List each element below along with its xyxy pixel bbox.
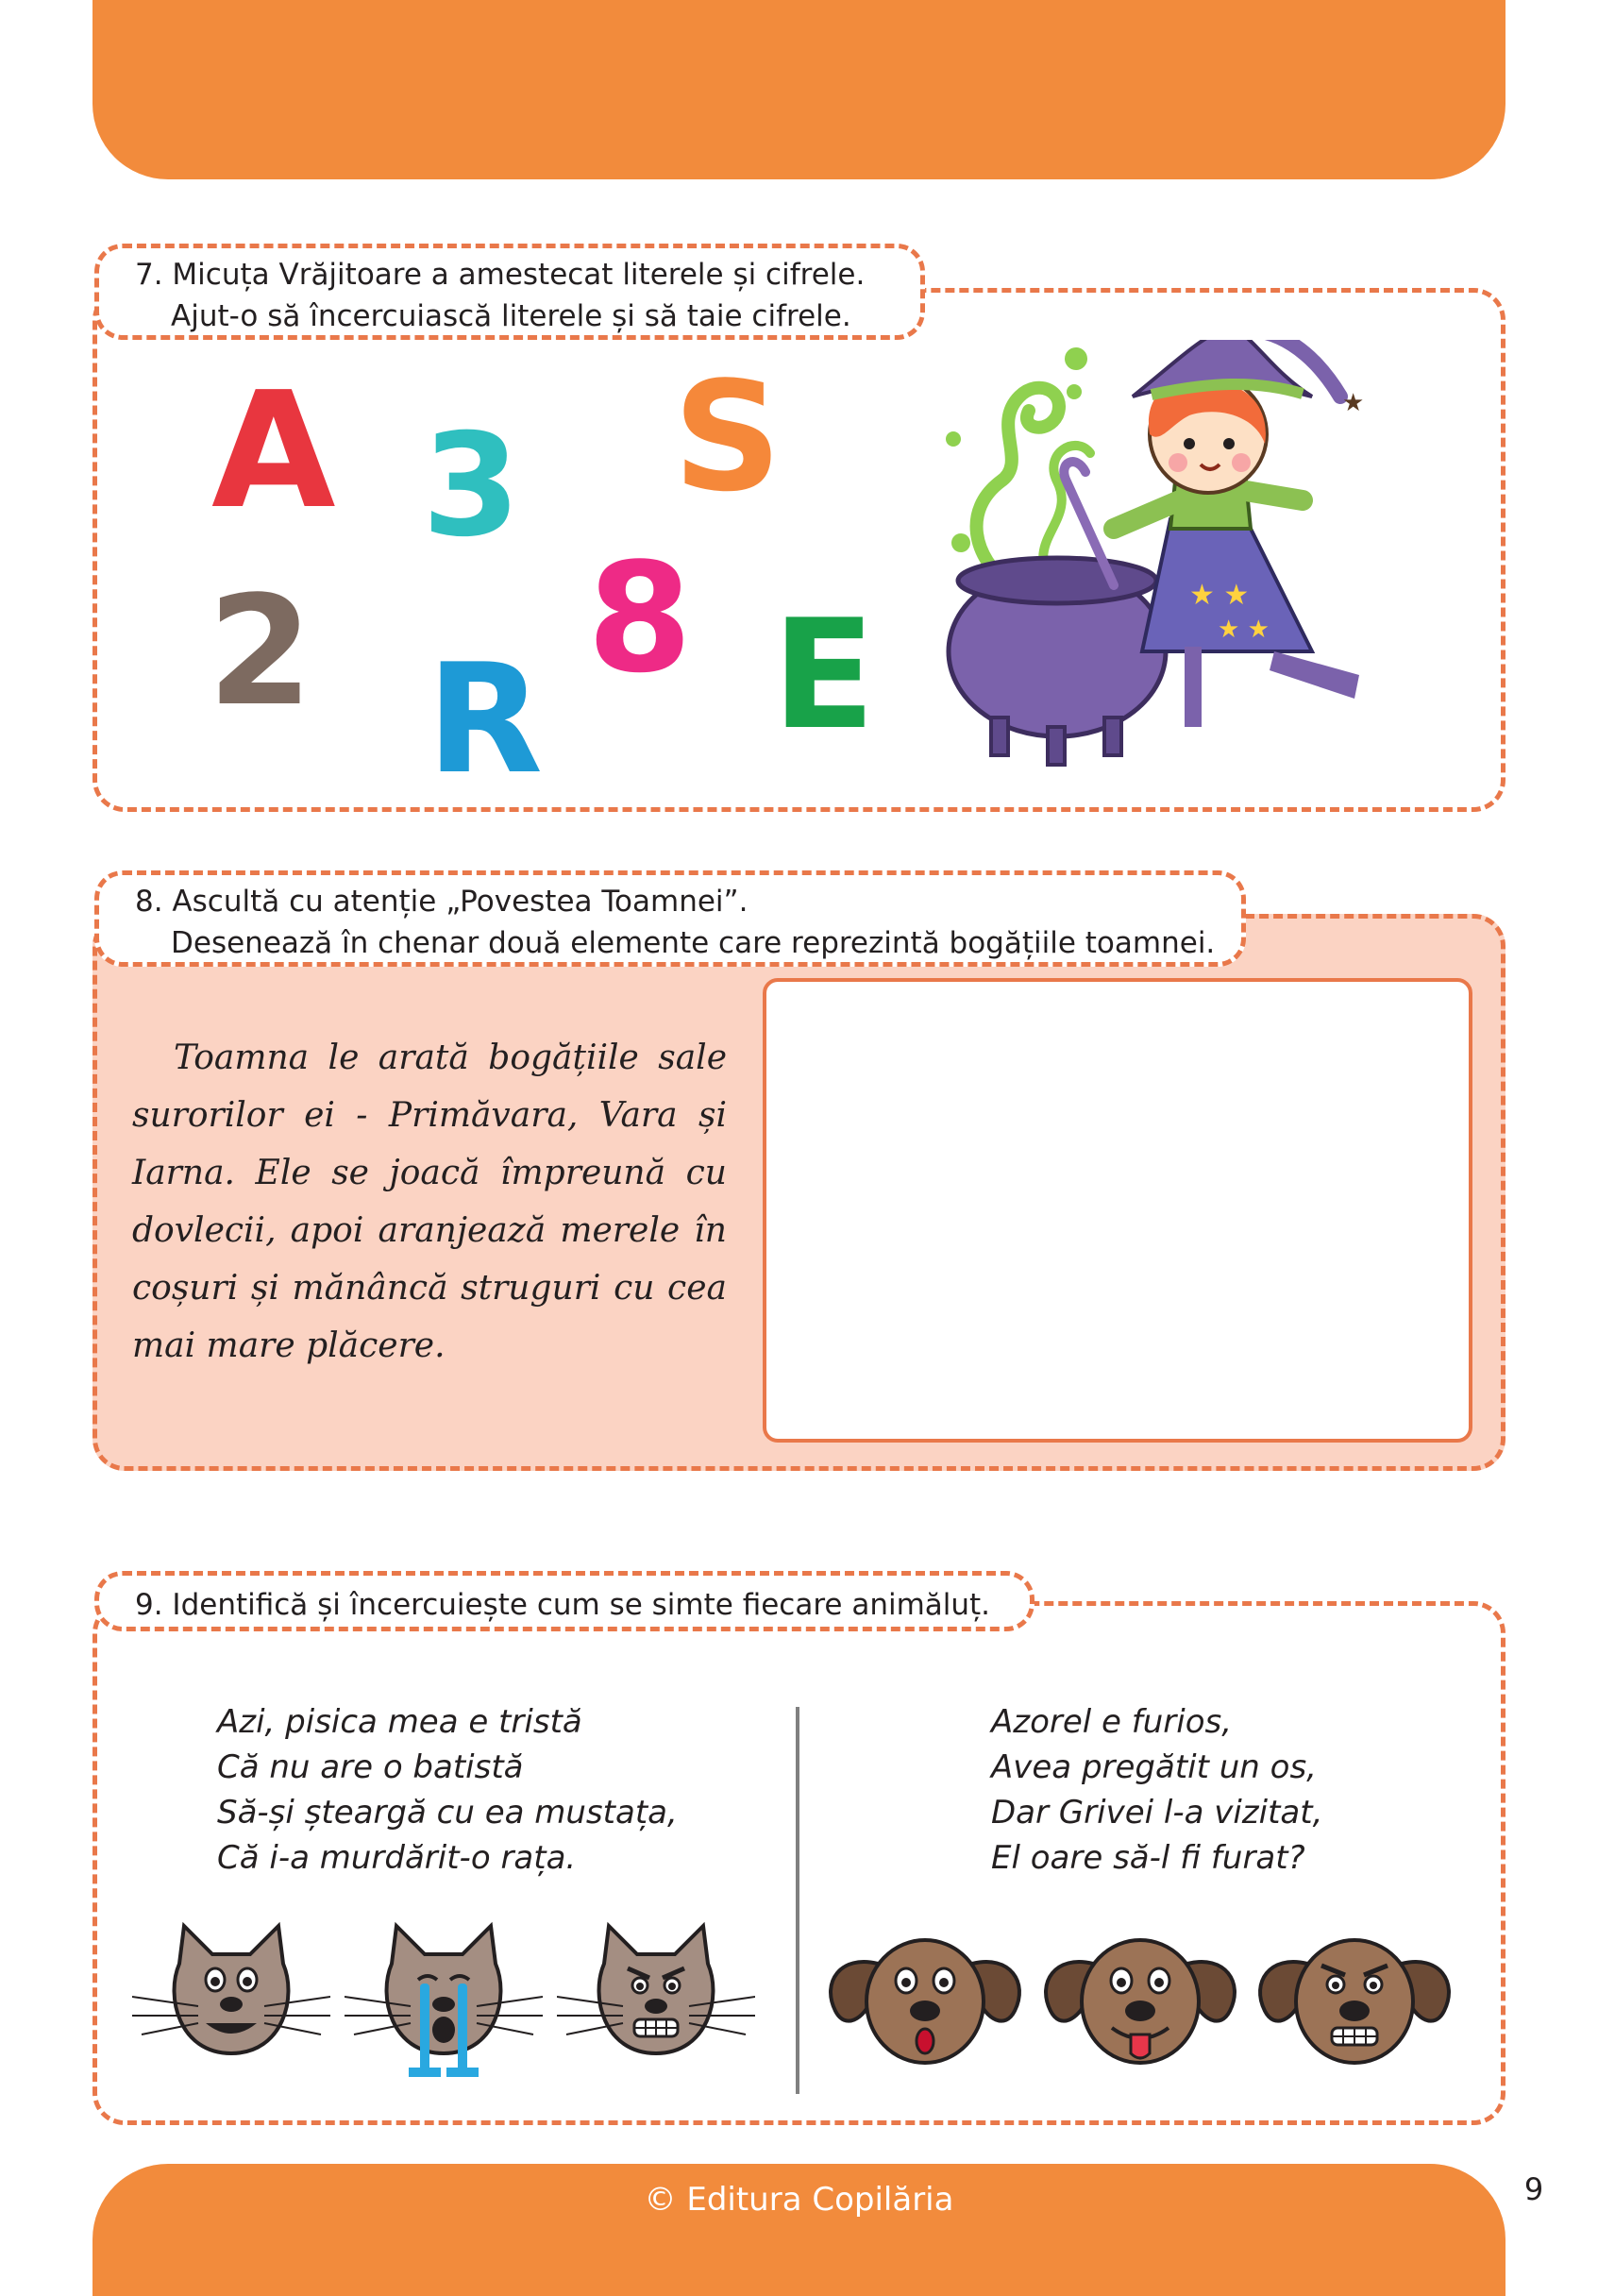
exercise-9-instruction <box>94 1571 1034 1631</box>
autumn-story-body: Toamna le arată bogățiile sale surorilor ei - Primăvara, Vara și Iarna. Ele se joacă împreună cu dovlecii, apoi aranjează merele în coșuri și mănâncă struguri cu cea mai mare plăcere. <box>132 1038 727 1365</box>
drawing-frame[interactable] <box>763 978 1472 1443</box>
cat-poem-line: Că nu are o batistă <box>217 1748 524 1786</box>
cat-poem-line: Să-și șteargă cu ea mustața, <box>217 1794 678 1832</box>
digit-8[interactable]: 8 <box>587 530 693 706</box>
letter-e[interactable]: E <box>772 586 876 763</box>
cat-poem-line: Azi, pisica mea e tristă <box>217 1703 582 1741</box>
cat-angry-face[interactable] <box>557 1921 755 2063</box>
dog-happy-face[interactable] <box>1036 1926 1244 2068</box>
exercise-9-line1: 9. Identifică și încercuiește cum se simte fiecare animăluț. <box>135 1588 991 1622</box>
exercise-7-instruction <box>94 244 925 340</box>
dog-poem <box>991 1699 1322 1881</box>
exercise-8-line1: 8. Ascultă cu atenție „Povestea Toamnei”. <box>135 885 749 919</box>
dog-poem-line: El oare să-l fi furat? <box>991 1839 1305 1877</box>
letter-s[interactable]: S <box>673 348 782 525</box>
cat-poem <box>217 1699 678 1881</box>
exercise-8-line2: Desenează în chenar două elemente care reprezintă bogățiile toamnei. <box>171 926 1216 960</box>
cat-poem-line: Că i-a murdărit-o rața. <box>217 1839 577 1877</box>
letter-r[interactable]: R <box>427 631 544 807</box>
cat-happy-face[interactable] <box>132 1921 330 2063</box>
digit-2[interactable]: 2 <box>208 563 313 739</box>
exercise-7-line1: 7. Micuța Vrăjitoare a amestecat literele și cifrele. <box>135 258 866 292</box>
svg-text:★ ★: ★ ★ <box>1218 616 1270 644</box>
column-divider <box>796 1707 799 2094</box>
dog-poem-line: Azorel e furios, <box>991 1703 1233 1741</box>
svg-text:★ ★: ★ ★ <box>1189 579 1250 612</box>
header-band <box>93 0 1505 179</box>
digit-3[interactable]: 3 <box>422 404 521 568</box>
letter-a[interactable]: A <box>211 358 336 545</box>
dog-poem-line: Dar Grivei l-a vizitat, <box>991 1794 1323 1832</box>
witch-illustration <box>934 340 1425 784</box>
autumn-story-text <box>132 1029 727 1375</box>
cat-sad-face[interactable] <box>345 1921 543 2082</box>
exercise-8-instruction <box>94 870 1246 967</box>
page-number: 9 <box>1523 2171 1544 2207</box>
exercise-7-line2: Ajut-o să încercuiască literele și să taie cifrele. <box>171 299 851 333</box>
dog-poem-line: Avea pregătit un os, <box>991 1748 1317 1786</box>
svg-text:★: ★ <box>1342 389 1365 417</box>
dog-angry-face[interactable] <box>1251 1926 1458 2068</box>
dog-surprised-face[interactable] <box>821 1926 1029 2068</box>
copyright-text: © Editura Copilăria <box>644 2181 954 2219</box>
